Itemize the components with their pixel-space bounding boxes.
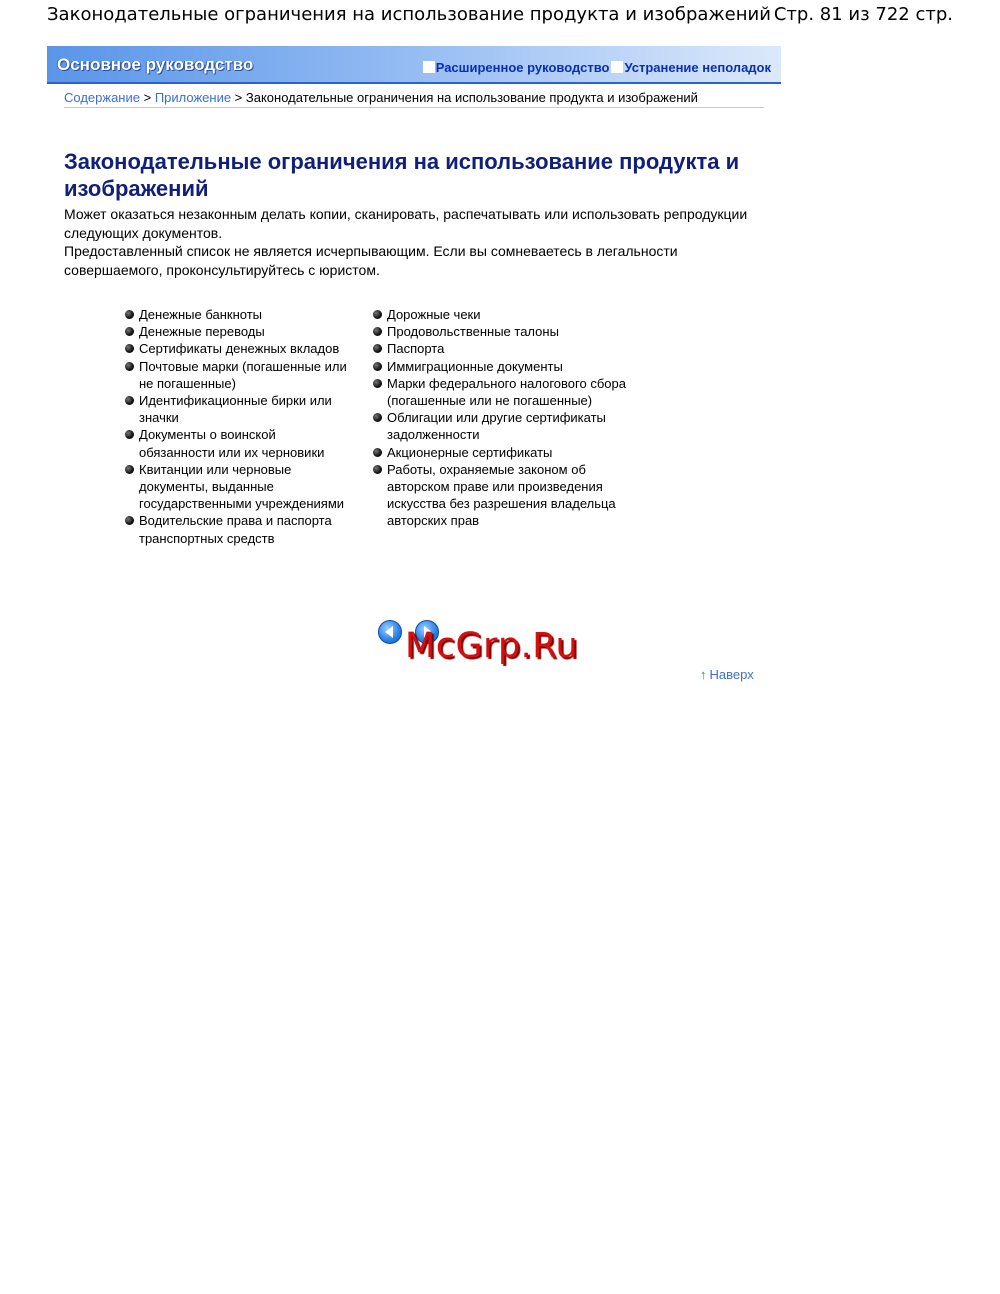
list-item-text: Документы о воинской обязанности или их черновики xyxy=(139,427,325,460)
troubleshooting-link[interactable]: Устранение неполадок xyxy=(624,60,771,75)
list-item xyxy=(372,306,642,323)
breadcrumb-appendix-link[interactable]: Приложение xyxy=(154,90,232,105)
breadcrumb xyxy=(64,90,764,108)
back-to-top[interactable] xyxy=(700,667,754,682)
list-item xyxy=(124,461,354,513)
list-item-text: Квитанции или черновые документы, выданные государственными учреждениями xyxy=(139,461,345,512)
list-item-text: Идентификационные бирки или значки xyxy=(139,393,332,426)
list-item-text: Акционерные сертификаты xyxy=(387,444,553,460)
restricted-documents-list-right xyxy=(372,306,642,530)
list-item xyxy=(124,340,354,357)
list-item xyxy=(124,426,354,460)
list-item-text: Паспорта xyxy=(387,341,445,357)
bullet-icon xyxy=(373,465,382,474)
breadcrumb-separator: > xyxy=(231,90,246,105)
bullet-icon xyxy=(373,379,382,388)
bullet-icon xyxy=(373,448,382,457)
breadcrumb-current: Законодательные ограничения на использование продукта и изображений xyxy=(245,90,698,105)
bullet-icon xyxy=(125,396,134,405)
banner-links xyxy=(423,60,771,75)
list-item xyxy=(372,340,642,357)
bullet-icon xyxy=(373,344,382,353)
breadcrumb-contents-link[interactable]: Содержание xyxy=(64,90,140,105)
bullet-icon xyxy=(125,344,134,353)
arrow-left-icon xyxy=(383,625,397,639)
intro-paragraph: Может оказаться незаконным делать копии, сканировать, распечатывать или использовать репродукции следующих документов. xyxy=(64,206,748,241)
list-item-text: Сертификаты денежных вкладов xyxy=(139,341,340,357)
list-item xyxy=(124,306,354,323)
list-item xyxy=(372,444,642,461)
bullet-icon xyxy=(373,413,382,422)
list-item-text: Работы, охраняемые законом об авторском праве или произведения искусства без разрешения владельца авторских прав xyxy=(387,461,616,529)
back-to-top-link[interactable]: Наверх xyxy=(709,667,754,682)
list-item-text: Продовольственные талоны xyxy=(387,324,559,340)
guide-banner xyxy=(47,46,781,84)
bullet-icon xyxy=(125,327,134,336)
intro-paragraph: Предоставленный список не является исчерпывающим. Если вы сомневаетесь в легальности совершаемого, проконсультируйтесь с юристом. xyxy=(64,243,678,278)
list-item xyxy=(372,358,642,375)
bullet-icon xyxy=(125,430,134,439)
watermark: McGrp.Ru xyxy=(405,626,579,666)
square-icon xyxy=(423,61,435,73)
list-item-text: Почтовые марки (погашенные или не погашенные) xyxy=(139,358,347,391)
list-item-text: Водительские права и паспорта транспортных средств xyxy=(139,513,332,546)
list-item xyxy=(124,358,354,392)
previous-page-button[interactable] xyxy=(378,620,402,644)
list-item xyxy=(124,392,354,426)
bullet-icon xyxy=(373,362,382,371)
list-item xyxy=(372,461,642,530)
list-item xyxy=(124,323,354,340)
advanced-guide-link[interactable]: Расширенное руководство xyxy=(435,60,610,75)
bullet-icon xyxy=(125,465,134,474)
list-item-text: Облигации или другие сертификаты задолженности xyxy=(387,410,606,443)
restricted-documents-list-left xyxy=(124,306,354,547)
page-count: Стр. 81 из 722 стр. xyxy=(773,4,953,25)
banner-title[interactable]: Основное руководство xyxy=(57,55,254,74)
breadcrumb-separator: > xyxy=(139,90,155,105)
list-item xyxy=(372,323,642,340)
bullet-icon xyxy=(125,516,134,525)
list-item xyxy=(372,409,642,443)
bullet-icon xyxy=(373,310,382,319)
page-header xyxy=(0,0,1000,30)
list-item-text: Денежные переводы xyxy=(139,324,265,340)
list-item xyxy=(124,512,354,546)
list-item-text: Дорожные чеки xyxy=(387,307,481,322)
intro-text xyxy=(64,205,764,279)
bullet-icon xyxy=(373,327,382,336)
arrow-up-icon: ↑ xyxy=(700,667,707,682)
list-item-text: Денежные банкноты xyxy=(139,307,263,322)
square-icon xyxy=(611,61,623,73)
list-item-text: Марки федерального налогового сбора (погашенные или не погашенные) xyxy=(387,375,626,409)
page-header-title: Законодательные ограничения на использование продукта и изображений xyxy=(47,4,771,25)
page-title: Законодательные ограничения на использование продукта и изображений xyxy=(64,149,740,201)
bullet-icon xyxy=(125,310,134,319)
list-item xyxy=(372,375,642,409)
bullet-icon xyxy=(125,362,134,371)
list-item-text: Иммиграционные документы xyxy=(387,358,563,374)
